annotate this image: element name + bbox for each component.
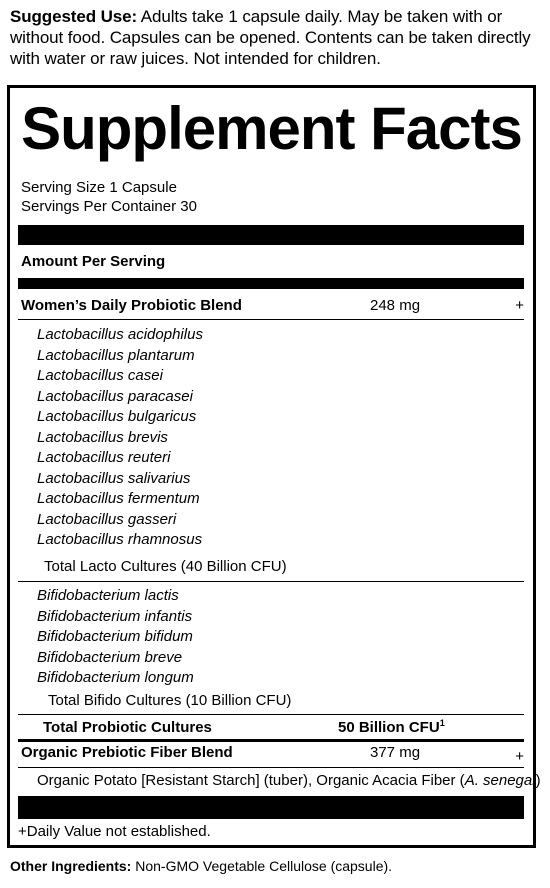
list-item: Lactobacillus casei [37,367,163,384]
bifido-strain-list [37,586,194,689]
list-item: Bifidobacterium lactis [37,587,179,604]
list-item: Lactobacillus gasseri [37,510,177,528]
list-item: Lactobacillus fermentum [37,490,200,507]
amount-per-serving: Amount Per Serving [21,253,166,270]
other-ingredients-text: Non-GMO Vegetable Cellulose (capsule). [131,858,393,874]
list-item: Lactobacillus plantarum [37,346,195,364]
total-bifido-cultures: Total Bifido Cultures (10 Billion CFU) [48,692,292,709]
list-item: Bifidobacterium longum [37,669,194,686]
total-probiotic-amount: 50 Billion CFU [338,719,440,736]
lacto-strain-list [37,325,203,551]
panel-title: Supplement Facts [21,95,522,162]
list-item: Lactobacillus reuteri [37,449,171,466]
suggested-use-paragraph [10,6,544,69]
prebiotic-blend-name: Organic Prebiotic Fiber Blend [21,744,233,761]
prebiotic-blend-amount: 377 mg [370,744,421,761]
prebiotic-blend-dv: + [515,748,524,765]
rule-1 [18,319,524,320]
probiotic-blend-row [18,296,524,316]
list-item: Lactobacillus bulgaricus [37,408,197,425]
list-item: Lactobacillus acidophilus [37,326,203,343]
list-item: Lactobacillus salivarius [37,469,191,487]
probiotic-blend-amount: 248 mg [370,297,421,314]
list-item: Bifidobacterium bifidum [37,628,193,645]
list-item: Lactobacillus paracasei [37,387,193,405]
total-lacto-cultures: Total Lacto Cultures (40 Billion CFU) [44,558,287,575]
prebiotic-detail-species: A. senegal [464,772,536,789]
list-item: Bifidobacterium infantis [37,607,193,625]
list-item: Bifidobacterium breve [37,648,183,666]
other-ingredients-label: Other Ingredients: [10,858,132,874]
suggested-use-text: Adults take 1 capsule daily. May be taken with or without food. Capsules can be opened. Contents can be taken directly with water or raw juices. Not intended for children. [10,7,531,68]
rule-3 [18,714,524,715]
footnote-marker: 1 [439,718,445,728]
total-probiotic-amount-wrap [338,718,445,738]
prebiotic-blend-row [18,743,524,763]
prebiotic-detail-close: ) [535,772,541,789]
serving-size: Serving Size 1 Capsule [21,179,177,196]
prebiotic-detail [37,772,541,790]
servings-per-container: Servings Per Container 30 [21,198,197,215]
supplement-facts-panel [7,85,541,848]
total-probiotic-row [18,718,524,738]
list-item: Lactobacillus rhamnosus [37,531,203,548]
suggested-use-label: Suggested Use: [10,7,138,26]
prebiotic-detail-text: Organic Potato [Resistant Starch] (tuber), Organic Acacia Fiber ( [37,772,465,789]
dv-footnote: +Daily Value not established. [18,823,211,840]
probiotic-blend-name: Women’s Daily Probiotic Blend [21,297,242,314]
thick-divider-bottom [18,796,524,819]
total-probiotic-name: Total Probiotic Cultures [43,719,212,736]
medium-divider [18,278,524,289]
rule-5 [18,767,524,768]
rule-4 [18,739,524,742]
rule-2 [18,581,524,582]
thick-divider-top [18,225,524,245]
other-ingredients [10,857,392,875]
probiotic-blend-dv: + [515,297,524,314]
list-item: Lactobacillus brevis [37,428,168,446]
